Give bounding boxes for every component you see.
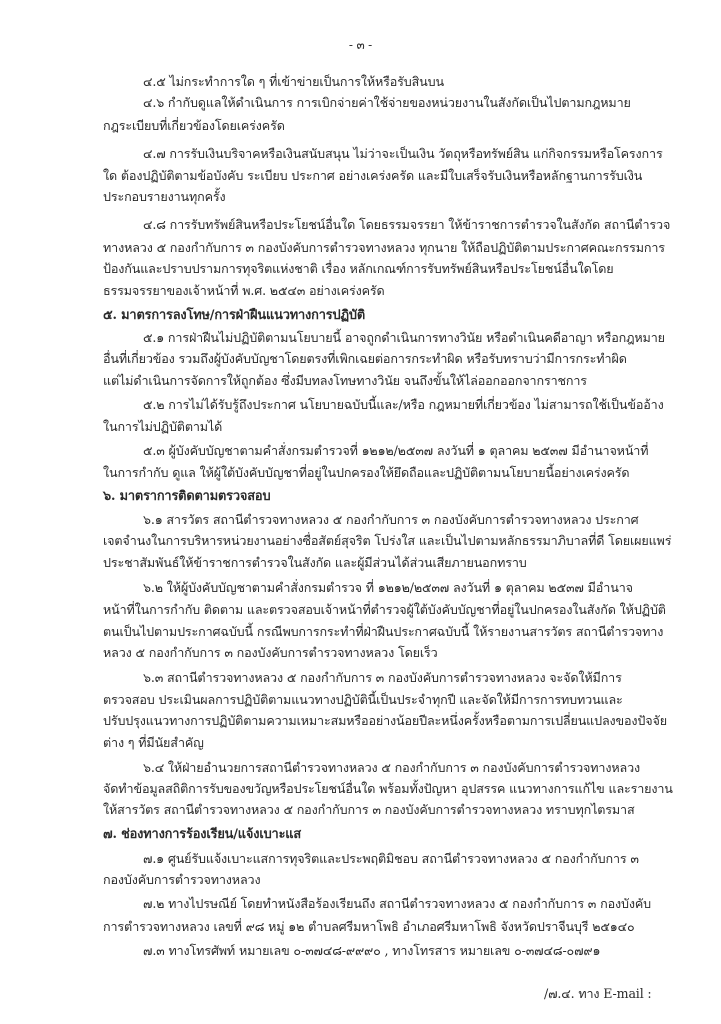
- text-line: ๔.๖ กำกับดูแลให้ดำเนินการ การเบิกจ่ายค่าใช้จ่ายของหน่วยงานในสังกัดเป็นไปตามกฎหมาย: [143, 95, 631, 110]
- text-line: ใด ต้องปฏิบัติตามข้อบังคับ ระเบียบ ประกาศ อย่างเคร่งครัด และมีใบเสร็จรับเงินหรือหลักฐานการรับเงิน: [103, 168, 643, 183]
- text-line: ๗.๑ ศูนย์รับแจ้งเบาะแสการทุจริตและประพฤติมิชอบ สถานีตำรวจทางหลวง ๕ กองกำกับการ ๓: [143, 851, 639, 866]
- page-number: - ๓ -: [348, 38, 373, 52]
- text-line: ในการไม่ปฏิบัติตามได้: [103, 419, 223, 434]
- section-heading: ๕. มาตรการลงโทษ/การฝ่าฝืนแนวทางการปฏิบัติ: [103, 308, 366, 323]
- text-line: ตรวจสอบ ประเมินผลการปฏิบัติตามแนวทางปฏิบัตินี้เป็นประจำทุกปี และจัดให้มีการการทบทวนและ: [103, 692, 623, 707]
- text-line: ป้องกันและปราบปรามการทุจริตแห่งชาติ เรื่อง หลักเกณฑ์การรับทรัพย์สินหรือประโยชน์อื่นใดโดย: [103, 261, 614, 276]
- text-line: กองบังคับการตำรวจทางหลวง: [103, 872, 261, 887]
- text-line: ๔.๘ การรับทรัพย์สินหรือประโยชน์อื่นใด โดยธรรมจรรยา ให้ข้าราชการตำรวจในสังกัด สถานีตำรวจ: [143, 217, 671, 232]
- text-line: ๖.๒ ให้ผู้บังคับบัญชาตามคำสั่งกรมตำรวจ ที่ ๑๒๑๒/๒๕๓๗ ลงวันที่ ๑ ตุลาคม ๒๕๓๗ มีอำนาจ: [143, 580, 633, 595]
- text-line: ให้สารวัตร สถานีตำรวจทางหลวง ๕ กองกำกับการ ๓ กองบังคับการตำรวจทางหลวง ทราบทุกไตรมาส: [103, 802, 635, 817]
- text-line: เจตจำนงในการบริหารหน่วยงานอย่างซื่อสัตย์สุจริต โปร่งใส และเป็นไปตามหลักธรรมาภิบาลที่ดี โดยเผยแพร่: [103, 533, 672, 548]
- text-line: ในการกำกับ ดูแล ให้ผู้ใต้บังคับบัญชาที่อยู่ในปกครองให้ยึดถือและปฏิบัติตามนโยบายนี้อย่างเคร่งครัด: [103, 465, 630, 480]
- text-line: ๖.๑ สารวัตร สถานีตำรวจทางหลวง ๕ กองกำกับการ ๓ กองบังคับการตำรวจทางหลวง ประกาศ: [143, 512, 639, 527]
- text-line: การตำรวจทางหลวง เลขที่ ๙๘ หมู่ ๑๒ ตำบลศรีมหาโพธิ อำเภอศรีมหาโพธิ จังหวัดปราจีนบุรี ๒๕๑๔๐: [103, 919, 635, 934]
- text-line: ๕.๑ การฝ่าฝืนไม่ปฏิบัติตามนโยบายนี้ อาจถูกดำเนินการทางวินัย หรือดำเนินคดีอาญา หรือกฎหมาย: [143, 330, 665, 345]
- text-line: ๔.๗ การรับเงินบริจาคหรือเงินสนับสนุน ไม่ว่าจะเป็นเงิน วัตถุหรือทรัพย์สิน แก่กิจกรรมหรือโครงการ: [143, 146, 663, 161]
- text-line: ปรับปรุงแนวทางการปฏิบัติตามความเหมาะสมหรืออย่างน้อยปีละหนึ่งครั้งหรือตามการเปลี่ยนแปลงของปัจจัย: [103, 713, 667, 728]
- text-line: หน้าที่ในการกำกับ ติดตาม และตรวจสอบเจ้าหน้าที่ตำรวจผู้ใต้บังคับบัญชาที่อยู่ในปกครองในสังกัด ให้ปฏิบัติ: [103, 602, 666, 617]
- text-line: จัดทำข้อมูลสถิติการรับของขวัญหรือประโยชน์อื่นใด พร้อมทั้งปัญหา อุปสรรค แนวทางการแก้ไข และรายงาน: [103, 781, 673, 796]
- text-line: แต่ไม่ดำเนินการจัดการให้ถูกต้อง ซึ่งมีบทลงโทษทางวินัย จนถึงขั้นให้ไล่ออกออกจากราชการ: [103, 373, 587, 388]
- text-line: ตนเป็นไปตามประกาศฉบับนี้ กรณีพบการกระทำที่ฝ่าฝืนประกาศฉบับนี้ ให้รายงานสารวัตร สถานีตำรวจทาง: [103, 624, 664, 639]
- text-line: ๔.๕ ไม่กระทำการใด ๆ ที่เข้าข่ายเป็นการให้หรือรับสินบน: [143, 74, 444, 89]
- text-line: หลวง ๕ กองกำกับการ ๓ กองบังคับการตำรวจทางหลวง โดยเร็ว: [103, 645, 438, 660]
- text-line: ๗.๓ ทางโทรศัพท์ หมายเลข ๐-๓๗๔๘-๙๙๙๐ , ทางโทรสาร หมายเลข ๐-๓๗๔๘-๐๗๙๑: [143, 943, 601, 958]
- text-line: ประกอบรายงานทุกครั้ง: [103, 189, 226, 204]
- text-line: ๗.๒ ทางไปรษณีย์ โดยทำหนังสือร้องเรียนถึง สถานีตำรวจทางหลวง ๕ กองกำกับการ ๓ กองบังคับ: [143, 896, 651, 911]
- text-line: ๕.๓ ผู้บังคับบัญชาตามคำสั่งกรมตำรวจที่ ๑๒๑๒/๒๕๓๗ ลงวันที่ ๑ ตุลาคม ๒๕๓๗ มีอำนาจหน้าที่: [143, 443, 649, 458]
- text-line: กฎระเบียบที่เกี่ยวข้องโดยเคร่งครัด: [103, 118, 285, 133]
- text-line: ทางหลวง ๕ กองกำกับการ ๓ กองบังคับการตำรวจทางหลวง ทุกนาย ให้ถือปฏิบัติตามประกาศคณะกรรมการ: [103, 240, 665, 255]
- text-line: ๖.๓ สถานีตำรวจทางหลวง ๕ กองกำกับการ ๓ กองบังคับการตำรวจทางหลวง จะจัดให้มีการ: [143, 670, 622, 685]
- text-line: อื่นที่เกี่ยวข้อง รวมถึงผู้บังคับบัญชาโดยตรงที่เพิกเฉยต่อการกระทำผิด หรือรับทราบว่ามีการกระทำผิด: [103, 351, 627, 366]
- text-line: ต่าง ๆ ที่มีนัยสำคัญ: [103, 735, 204, 750]
- text-line: ๕.๒ การไม่ได้รับรู้ถึงประกาศ นโยบายฉบับนี้และ/หรือ กฎหมายที่เกี่ยวข้อง ไม่สามารถใช้เป็นข้ออ้าง: [143, 397, 664, 412]
- text-line: ๖.๔ ให้ฝ่ายอำนวยการสถานีตำรวจทางหลวง ๕ กองกำกับการ ๓ กองบังคับการตำรวจทางหลวง: [143, 760, 640, 775]
- continuation-note: /๗.๔. ทาง E-mail :: [544, 986, 652, 1001]
- text-line: ประชาสัมพันธ์ให้ข้าราชการตำรวจในสังกัด และผู้มีส่วนได้ส่วนเสียภายนอกทราบ: [103, 555, 527, 570]
- section-heading: ๗. ช่องทางการร้องเรียน/แจ้งเบาะแส: [103, 827, 302, 842]
- text-line: ธรรมจรรยาของเจ้าหน้าที่ พ.ศ. ๒๕๔๓ อย่างเคร่งครัด: [103, 283, 385, 298]
- section-heading: ๖. มาตราการติดตามตรวจสอบ: [103, 489, 271, 504]
